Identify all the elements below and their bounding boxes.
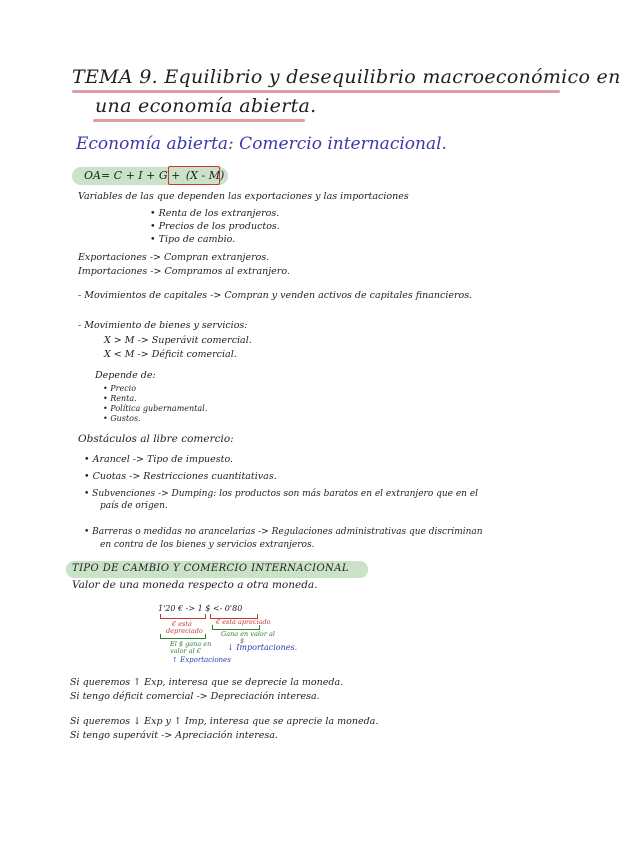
obstaculo-cuotas: • Cuotas -> Restricciones cuantitativas. (84, 471, 277, 482)
superavit-line: X > M -> Superávit comercial. (104, 335, 252, 346)
conclusion-line: Si tengo superávit -> Apreciación interesa. (70, 730, 278, 741)
section-subtitle: Economía abierta: Comercio internacional. (76, 134, 447, 154)
title-underline (72, 90, 560, 93)
euro-appreciated: € está apreciado (216, 618, 271, 626)
dollar-gains-2: valor al € (170, 647, 201, 655)
obstaculo-arancel: • Arancel -> Tipo de impuesto. (84, 454, 234, 465)
depende-item: • Precio (103, 384, 137, 393)
exchange-rate: 1'20 € -> 1 $ <- 0'80 (158, 604, 243, 613)
obstaculo-barreras-cont: en contra de los bienes y servicios extranjeros. (100, 540, 315, 550)
tipo-cambio-definition: Valor de una moneda respecto a otra moneda. (72, 579, 318, 591)
formula-box (168, 166, 220, 185)
depende-item: • Renta. (103, 394, 137, 403)
bienes-heading: - Movimiento de bienes y servicios: (78, 320, 248, 331)
depende-item: • Política gubernamental. (103, 404, 208, 413)
dollar-gains: El $ gana en (170, 640, 212, 648)
obstaculo-subvenciones-cont: país de origen. (100, 501, 168, 511)
page-title: TEMA 9. Equilibrio y desequilibrio macroeconómico en (72, 66, 621, 88)
variable-item: • Precios de los productos. (150, 221, 280, 232)
conclusion-line: Si tengo déficit comercial -> Depreciación interesa. (70, 691, 320, 702)
depende-heading: Depende de: (95, 370, 156, 381)
depende-item: • Gustos. (103, 414, 141, 423)
conclusion-line: Si queremos ↑ Exp, interesa que se deprecie la moneda. (70, 677, 344, 688)
conclusion-line: Si queremos ↓ Exp y ↑ Imp, interesa que se aprecie la moneda. (70, 716, 379, 727)
capitales-line: - Movimientos de capitales -> Compran y venden activos de capitales financieros. (78, 290, 473, 301)
variables-heading: Variables de las que dependen las exportaciones y las importaciones (78, 191, 409, 202)
euro-brace (160, 614, 206, 619)
importaciones-line: Importaciones -> Compramos al extranjero. (78, 266, 290, 277)
exportaciones-arrow: ↑ Exportaciones (172, 656, 231, 664)
importaciones-arrow: ↓ Importaciones. (227, 643, 298, 652)
exportaciones-line: Exportaciones -> Compran extranjeros. (78, 252, 270, 263)
page-title-line2: una economía abierta. (95, 95, 317, 117)
euro-depreciated: € está (172, 620, 192, 628)
value-gain: Gana en valor al (221, 630, 275, 638)
obstaculo-barreras: • Barreras o medidas no arancelarias -> Regulaciones administrativas que discriminan (84, 527, 483, 537)
value-gain-2: $ (240, 637, 245, 645)
title-underline-2 (93, 119, 305, 122)
obstaculos-heading: Obstáculos al libre comercio: (78, 433, 234, 445)
formula-main: OA= C + I + G + (84, 169, 181, 182)
deficit-line: X < M -> Déficit comercial. (104, 349, 237, 360)
tipo-cambio-heading: TIPO DE CAMBIO Y COMERCIO INTERNACIONAL (72, 563, 349, 574)
variable-item: • Renta de los extranjeros. (150, 208, 280, 219)
green-brace-left (160, 634, 206, 639)
euro-depreciated-2: depreciado (166, 627, 203, 635)
variable-item: • Tipo de cambio. (150, 234, 236, 245)
formula-boxed: (X - M) (185, 169, 225, 182)
obstaculo-subvenciones: • Subvenciones -> Dumping: los productos son más baratos en el extranjero que en el (84, 489, 479, 499)
